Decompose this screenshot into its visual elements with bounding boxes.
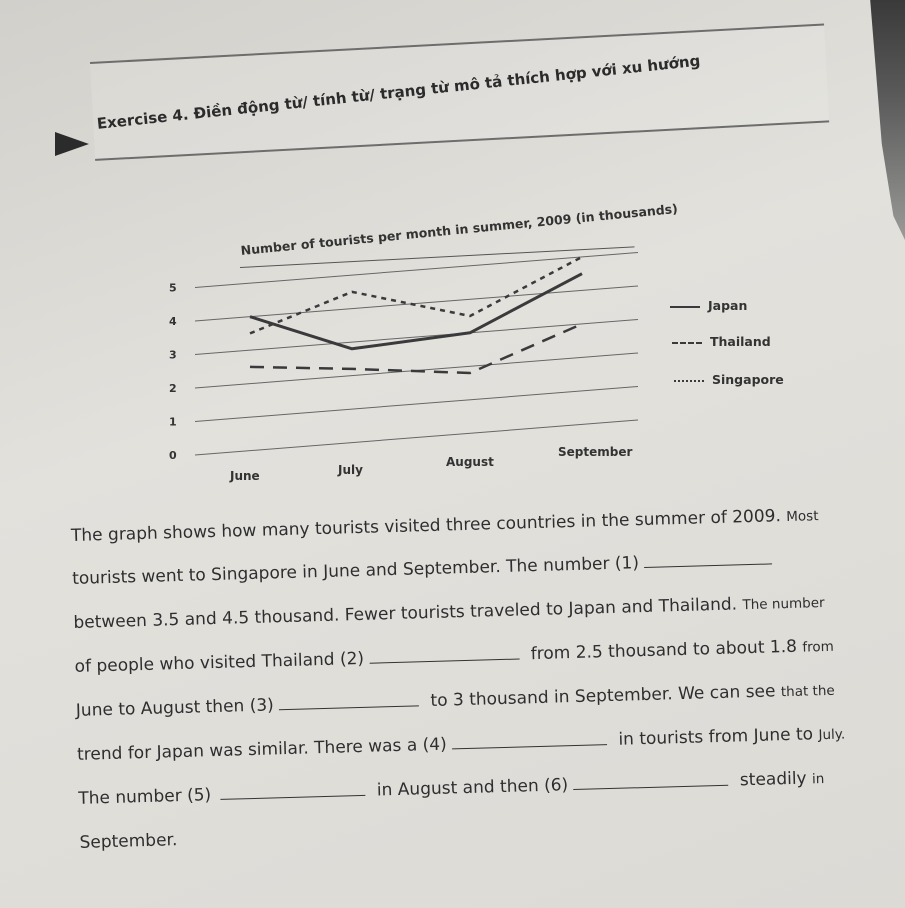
x-category-label: July [338, 463, 363, 477]
legend-thailand [672, 334, 771, 349]
passage-line-4 [74, 636, 834, 677]
legend-solid-line-icon [670, 306, 700, 308]
passage-line-5 [76, 680, 835, 721]
passage-text: from [802, 638, 834, 656]
y-tick-label: 2 [169, 382, 177, 395]
chart-title: Number of tourists per month in summer, 2009 (in thousands) [240, 200, 679, 258]
chart-y-ticks [169, 282, 177, 463]
passage-text: in [811, 771, 825, 788]
gridline [195, 320, 638, 355]
chart-series [250, 257, 582, 373]
gridline [195, 253, 638, 288]
x-category-label: September [558, 445, 633, 459]
legend-thailand-label: Thailand [710, 334, 771, 349]
passage-line-2 [72, 549, 773, 589]
y-tick-label: 5 [169, 281, 177, 295]
passage-line-6 [77, 723, 846, 764]
blank-6[interactable] [573, 771, 728, 790]
blank-3[interactable] [279, 691, 419, 710]
passage-text: The number [742, 594, 825, 614]
exercise-title: Exercise 4. Điền động từ/ tính từ/ trạng từ mô tả thích hợp với xu hướng [96, 51, 702, 133]
legend-singapore-label: Singapore [712, 372, 784, 387]
passage-line-3 [73, 592, 825, 633]
legend-dotted-line-icon [674, 380, 704, 382]
legend-japan [670, 298, 747, 313]
gridline [195, 387, 638, 422]
passage-line-8 [79, 830, 177, 853]
blank-4[interactable] [452, 730, 607, 749]
blank-5[interactable] [220, 781, 365, 800]
passage-text: July. [818, 726, 846, 744]
y-tick-label: 3 [169, 348, 177, 362]
passage-text: September. [79, 830, 178, 853]
chart-x-labels [229, 445, 632, 483]
passage-text: in tourists from June to [618, 724, 814, 750]
x-category-label: June [230, 469, 260, 483]
passage-text: to 3 thousand in September. We can see [430, 681, 776, 712]
blank-2[interactable] [369, 645, 519, 664]
passage-text: of people who visited Thailand (2) [74, 648, 365, 677]
legend-dashed-line-icon [672, 342, 702, 344]
legend-singapore [674, 372, 784, 387]
series-line-singapore [250, 257, 582, 333]
passage-text: in August and then (6) [376, 775, 569, 801]
passage-text: The number (5) [78, 785, 212, 809]
passage-text: tourists went to Singapore in June and September. The number (1) [71, 553, 640, 589]
passage-text: The graph shows how many tourists visited three countries in the summer of 2009. [70, 506, 782, 546]
passage-text: June to August then (3) [75, 695, 275, 721]
y-tick-label: 1 [169, 415, 177, 429]
passage-text: Most [786, 508, 819, 526]
passage-line-1 [71, 505, 819, 546]
chart-gridlines [195, 253, 638, 456]
passage-text: that the [780, 682, 835, 701]
y-tick-label: 4 [169, 315, 177, 328]
y-tick-label: 0 [169, 449, 177, 462]
gridline [195, 286, 638, 321]
passage-text: trend for Japan was similar. There was a (4) [76, 734, 447, 765]
x-category-label: August [446, 455, 494, 469]
passage-text: from 2.5 thousand to about 1.8 [530, 636, 798, 665]
passage-line-7 [78, 768, 825, 809]
legend-japan-label: Japan [708, 298, 748, 313]
passage-text: steadily [739, 768, 807, 791]
blank-1[interactable] [644, 549, 772, 568]
passage-text: between 3.5 and 4.5 thousand. Fewer tourists traveled to Japan and Thailand. [73, 594, 738, 633]
